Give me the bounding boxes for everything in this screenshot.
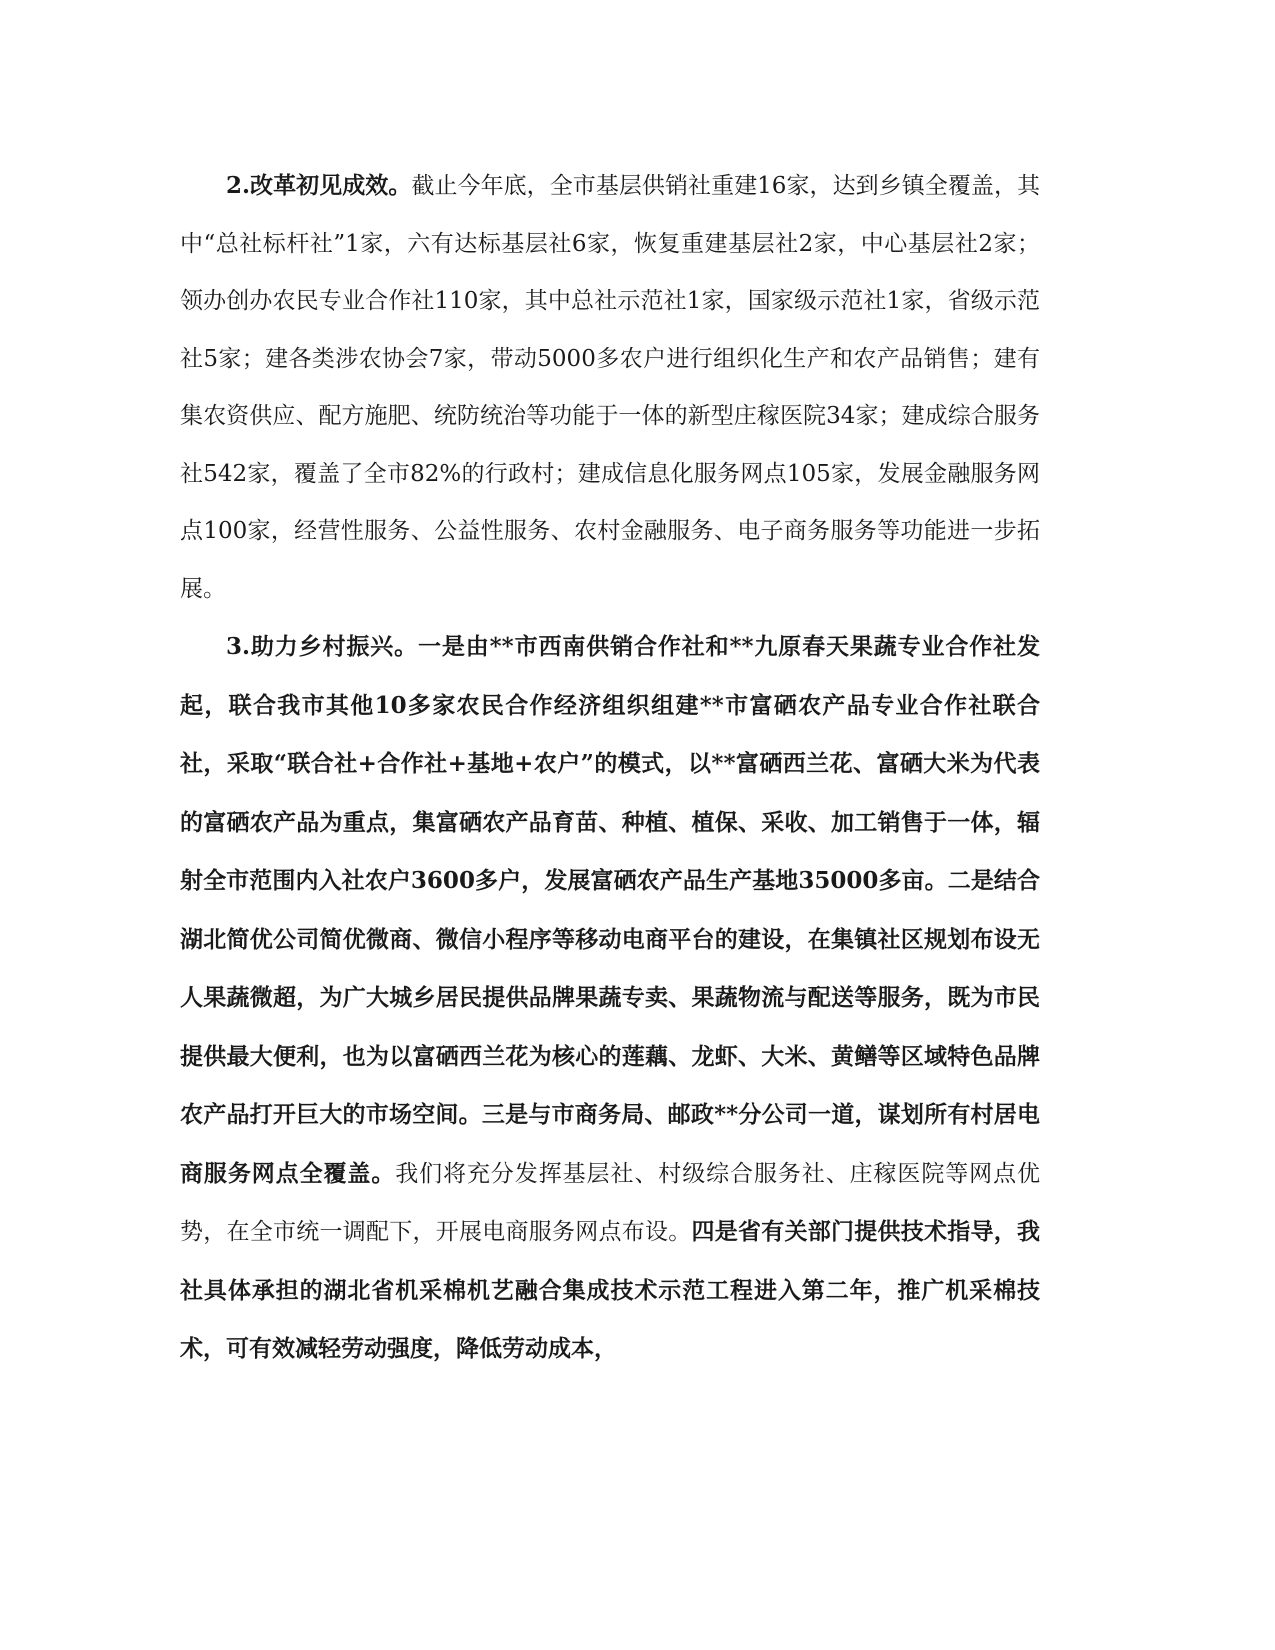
- paragraph-bold-body: 一是由**市西南供销合作社和**九原春天果蔬专业合作社发起，联合我市其他10多家农民合作经济组织组建**市富硒农产品专业合作社联合社，采取“联合社+合作社+基地+农户”的模式，以**富硒西兰花、富硒大米为代表的富硒农产品为重点，集富硒农产品育苗、种植、植保、采收、加工销售于一体，辐射全市范围内入社农户3600多户，发展富硒农产品生产基地35000多亩。二是结合湖北简优公司简优微商、微信小程序等移动电商平台的建设，在集镇社区规划布设无人果蔬微超，为广大城乡居民提供品牌果蔬专卖、果蔬物流与配送等服务，既为市民提供最大便利，也为以富硒西兰花为核心的莲藕、龙虾、大米、黄鳝等区域特色品牌农产品打开巨大的市场空间。三是与市商务局、邮政**分公司一道，谋划所有村居电商服务网点全覆盖。: [180, 633, 1040, 1187]
- paragraph-bold-tail: 四是省有关部门提供技术指导，我社具体承担的湖北省机采棉机艺融合集成技术示范工程进入第二年，推广机采棉技术，可有效减轻劳动强度，降低劳动成本，: [180, 1218, 1040, 1362]
- paragraph-heading: 3.助力乡村振兴。: [226, 633, 419, 660]
- paragraph-body: 截止今年底，全市基层供销社重建16家，达到乡镇全覆盖，其中“总社标杆社”1家，六有达标基层社6家，恢复重建基层社2家，中心基层社2家；领办创办农民专业合作社110家，其中总社示范社1家，国家级示范社1家，省级示范社5家；建各类涉农协会7家，带动5000多农户进行组织化生产和农产品销售；建有集农资供应、配方施肥、统防统治等功能于一体的新型庄稼医院34家；建成综合服务社542家，覆盖了全市82%的行政村；建成信息化服务网点105家，发展金融服务网点100家，经营性服务、公益性服务、农村金融服务、电子商务服务等功能进一步拓展。: [180, 173, 1040, 602]
- paragraph-heading: 2.改革初见成效。: [226, 172, 412, 199]
- paragraph-rural-revitalization: [180, 618, 1040, 1379]
- document-page: [180, 157, 1040, 1379]
- paragraph-normal-body: 我们将充分发挥基层社、村级综合服务社、庄稼医院等网点优势，在全市统一调配下，开展电商服务网点布设。: [180, 1160, 1041, 1245]
- paragraph-reform-results: [180, 157, 1040, 618]
